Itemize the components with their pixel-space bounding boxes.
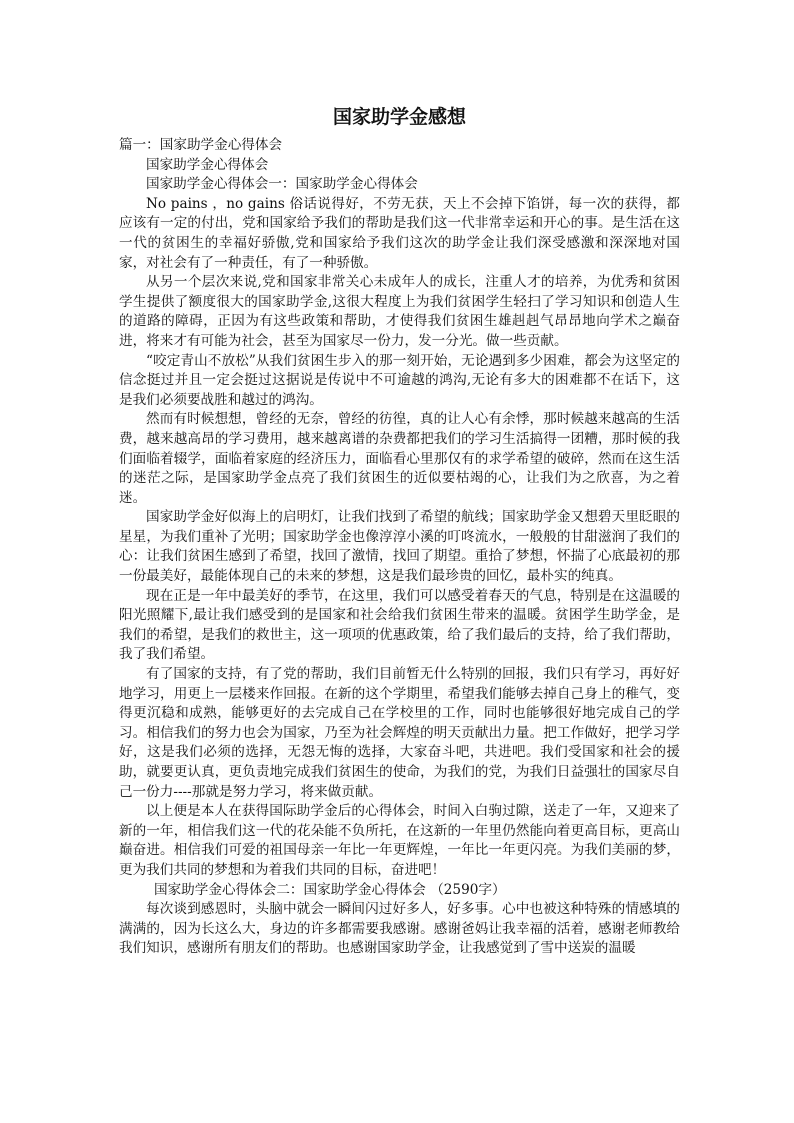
document-title: 国家助学金感想	[332, 106, 466, 128]
essay-one-heading: 国家助学金心得体会一：国家助学金心得体会	[146, 176, 418, 193]
essay-two-heading: 国家助学金心得体会二：国家助学金心得体会 （2590字）	[154, 881, 506, 898]
body-paragraph-3: “咬定青山不放松”从我们贫困生步入的那一刻开始，无论遇到多少困难，都会为这坚定的信念挺过并且一定会挺过这据说是传说中不可逾越的鸿沟,无论有多大的困难都不在话下，这是我们必须要战胜和越过的鸿沟。	[119, 352, 680, 408]
section-heading-1: 篇一：国家助学金心得体会	[119, 137, 283, 153]
body-paragraph-7: 有了国家的支持，有了党的帮助，我们目前暂无什么特别的回报，我们只有学习，再好好地学习，用更上一层楼来作回报。在新的这个学期里，希望我们能够去掉自己身上的稚气，变得更沉稳和成熟，能够更好的去完成自己在学校里的工作，同时也能够很好地完成自己的学习。相信我们的努力也会为国家，乃至为社会辉煌的明天贡献出力量。把工作做好，把学习学好，这是我们必须的选择，无怨无悔的选择，大家奋斗吧，共进吧。我们受国家和社会的援助，就要更认真，更负责地完成我们贫困生的使命，为我们的党，为我们日益强壮的国家尽自己一份力----那就是努力学习，将来做贡献。	[119, 666, 680, 800]
body-paragraph-4: 然而有时候想想，曾经的无奈，曾经的彷徨，真的让人心有余悸，那时候越来越高的生活费，越来越高昂的学习费用，越来越离谱的杂费都把我们的学习生活搞得一团糟，那时候的我们面临着辍学，面临着家庭的经济压力，面临看心里那仅有的求学希望的破碎，然而在这生活的迷茫之际，是国家助学金点亮了我们贫困生的近似要枯竭的心，让我们为之欣喜，为之着迷。	[119, 411, 680, 506]
body-paragraph-5: 国家助学金好似海上的启明灯，让我们找到了希望的航线；国家助学金又想碧天里眨眼的星星，为我们重补了光明；国家助学金也像淳淳小溪的叮咚流水，一般般的甘甜滋润了我们的心：让我们贫困生感到了希望，找回了激情，找回了期望。重拾了梦想，怀揣了心底最初的那一份最美好，最能体现自己的未来的梦想，这是我们最珍贵的回忆，最朴实的纯真。	[119, 509, 680, 585]
body-paragraph-8: 以上便是本人在获得国际助学金后的心得体会，时间入白驹过隙，送走了一年，又迎来了新的一年，相信我们这一代的花朵能不负所托，在这新的一年里仍然能向着更高目标，更高山巅奋进。相信我们可爱的祖国母亲一年比一年更辉煌，一年比一年更闪亮。为我们美丽的梦，更为我们共同的梦想和为着我们共同的目标，奋进吧！	[119, 803, 680, 878]
section-subheading: 国家助学金心得体会	[146, 156, 269, 173]
body-paragraph-1: No pains ，no gains 俗话说得好，不劳无获，天上不会掉下馅饼，每一次的获得，都应该有一定的付出，党和国家给予我们的帮助是我们这一代非常幸运和开心的事。是生活在这一代的贫困生的幸福好骄傲,党和国家给予我们这次的助学金让我们深受感激和深深地对国家，对社会有了一种责任，有了一种骄傲。	[119, 195, 680, 271]
body-paragraph-2: 从另一个层次来说,党和国家非常关心未成年人的成长，注重人才的培养，为优秀和贫困学生提供了额度很大的国家助学金,这很大程度上为我们贫困学生轻扫了学习知识和创造人生的道路的障碍，正因为有这些政策和帮助，才使得我们贫困生雄赳赳气昂昂地向学术之巅奋进，将来才有可能为社会，甚至为国家尽一份力，发一分光。做一些贡献。	[119, 274, 680, 349]
body-paragraph-9: 每次谈到感恩时，头脑中就会一瞬间闪过好多人，好多事。心中也被这种特殊的情感填的满满的，因为长这么大，身边的许多都需要我感谢。感谢爸妈让我幸福的活着，感谢老师教给我们知识，感谢所有朋友们的帮助。也感谢国家助学金，让我感觉到了雪中送炭的温暖	[119, 901, 680, 957]
body-paragraph-6: 现在正是一年中最美好的季节，在这里，我们可以感受着春天的气息，特别是在这温暖的阳光照耀下,最让我们感受到的是国家和社会给我们贫困生带来的温暖。贫困学生助学金，是我们的希望，是我们的救世主，这一项项的优惠政策，给了我们最后的支持，给了我们帮助，我了我们希望。	[119, 587, 680, 663]
document-page	[119, 102, 680, 959]
